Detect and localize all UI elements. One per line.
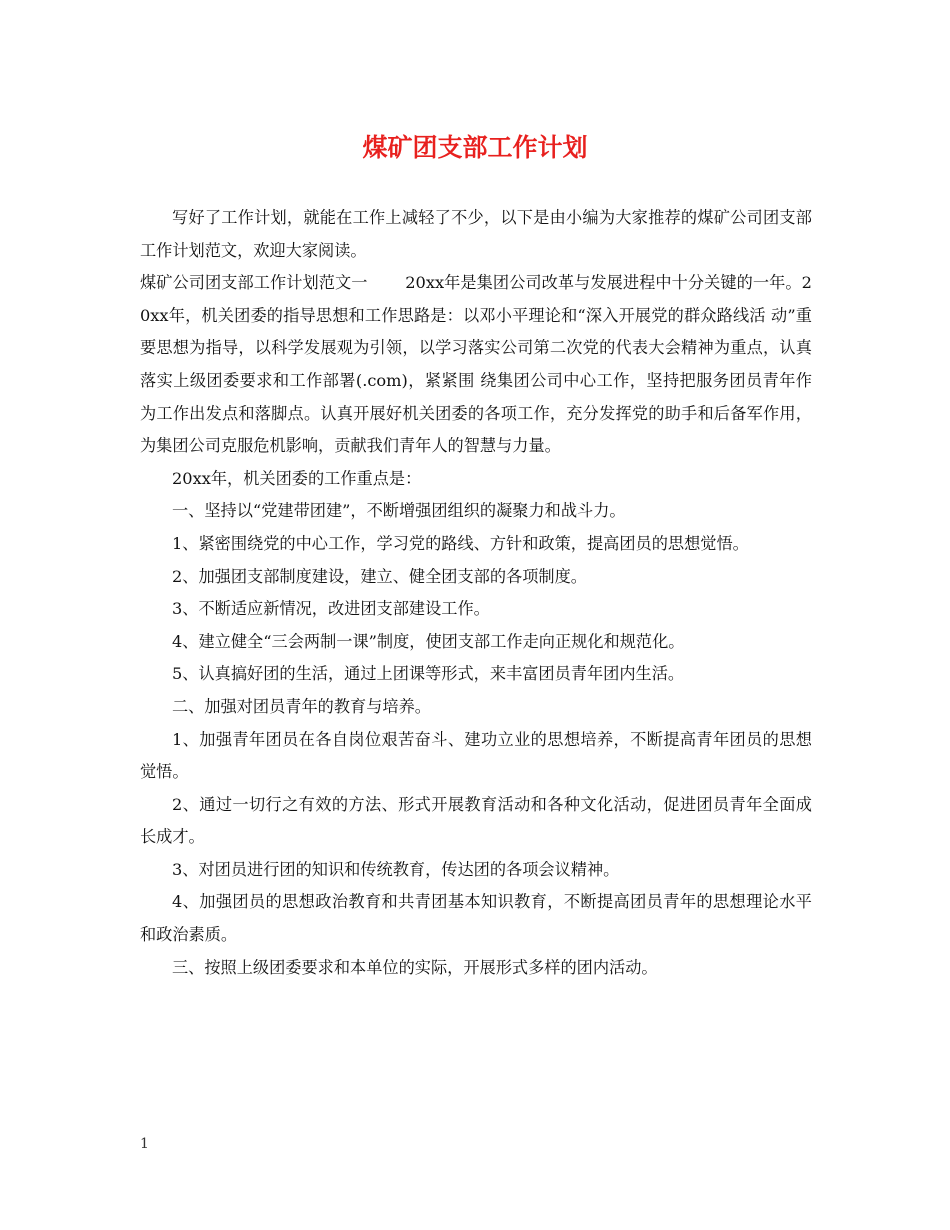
page-number: 1: [140, 1136, 149, 1152]
paragraph-item: 2、通过一切行之有效的方法、形式开展教育活动和各种文化活动，促进团员青年全面成长成才。: [140, 794, 812, 847]
paragraph-item: 2、加强团支部制度建设，建立、健全团支部的各项制度。: [172, 566, 587, 586]
paragraph-item: 5、认真搞好团的生活，通过上团课等形式，来丰富团员青年团内生活。: [172, 664, 685, 684]
paragraph-sample-one: 煤矿公司团支部工作计划范文一 20xx年是集团公司改革与发展进程中十分关键的一年。20xx年，机关团委的指导思想和工作思路是：以邓小平理论和“深入开展党的群众路线活 动”重要思想为指导，以科学发展观为引领，以学习落实公司第二次党的代表大会精神为重点，认真落实上级团委要求和工作部署(.com)，紧紧围 绕集团公司中心工作，坚持把服务团员青年作为工作出发点和落脚点。认真开展好机关团委的各项工作，充分发挥党的助手和后备军作用，为集团公司克服危机影响，贡献我们青年人的智慧与力量。: [140, 273, 812, 456]
paragraph-item: 3、不断适应新情况，改进团支部建设工作。: [172, 599, 490, 619]
paragraph-item: 3、对团员进行团的知识和传统教育，传达团的各项会议精神。: [172, 859, 620, 879]
paragraph-item: 4、加强团员的思想政治教育和共青团基本知识教育，不断提高团员青年的思想理论水平和政治素质。: [140, 892, 812, 945]
paragraph-focus-heading: 20xx年，机关团委的工作重点是：: [172, 468, 422, 488]
paragraph-item: 1、加强青年团员在各自岗位艰苦奋斗、建功立业的思想培养，不断提高青年团员的思想觉悟。: [140, 729, 812, 782]
paragraph-item: 1、紧密围绕党的中心工作，学习党的路线、方针和政策，提高团员的思想觉悟。: [172, 533, 749, 553]
paragraph-item: 4、建立健全“三会两制一课”制度，使团支部工作走向正规化和规范化。: [172, 631, 685, 651]
paragraph-intro: 写好了工作计划，就能在工作上减轻了不少，以下是由小编为大家推荐的煤矿公司团支部工作计划范文，欢迎大家阅读。: [140, 208, 812, 260]
paragraph-section-two: 二、加强对团员青年的教育与培养。: [172, 696, 431, 716]
document-body: [140, 202, 812, 984]
paragraph-section-three: 三、按照上级团委要求和本单位的实际，开展形式多样的团内活动。: [172, 957, 658, 977]
paragraph-section-one: 一、坚持以“党建带团建”，不断增强团组织的凝聚力和战斗力。: [172, 501, 626, 521]
document-title: 煤矿团支部工作计划: [362, 133, 588, 162]
